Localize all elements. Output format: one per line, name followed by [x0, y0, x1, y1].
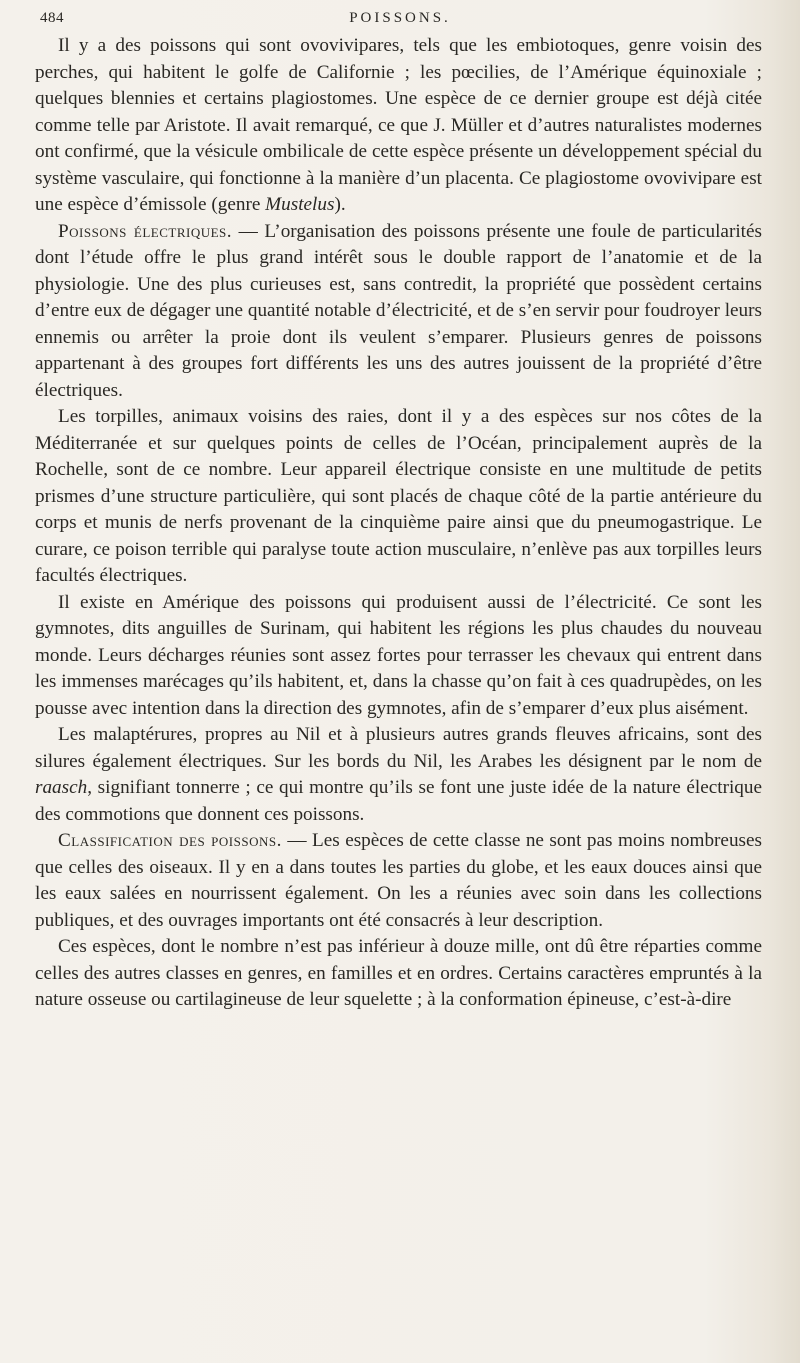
page-number: 484 — [40, 10, 64, 26]
paragraph-ovovivipares: Il y a des poissons qui sont ovovivipares, tels que les embiotoques, genre voisin des perches, qui habitent le golfe de Californie ; les pœcilies, de l’Amérique équinoxiale ; quelques blennies et certains plagiostomes. Une espèce de ce dernier groupe est déjà citée comme telle par Aristote. Il avait remarqué, ce que J. Müller et d’autres naturalistes modernes ont confirmé, que la vésicule ombilicale de cette espèce présente un développement spécial du système vasculaire, qui fonctionne à la manière d’un placenta. Ce plagiostome ovovivipare est une espèce d’émissole (genre Mustelus). — [35, 35, 762, 215]
running-head: POISSONS. — [349, 10, 451, 26]
arabic-term: raasch — [35, 777, 88, 798]
section-heading: Poissons électriques. — [58, 220, 233, 242]
paragraph-classification: Classification des poissons. — Les espèces de cette classe ne sont pas moins nombreuses que celles des oiseaux. Il y en a dans toutes les parties du globe, et les eaux douces ainsi que les eaux salées en nourrissent également. On les a réunies avec soin dans les collections publiques, et des ouvrages importants ont été consacrés à leur description. — [35, 830, 762, 931]
paragraph-electric-fish: Poissons électriques. — L’organisation des poissons présente une foule de particularités dont l’étude offre le plus grand intérêt sous le double rapport de l’anatomie et de la physiologie. Une des plus curieuses est, sans contredit, la propriété que possèdent certains d’entre eux de dégager une quantité notable d’électricité, et de s’en servir pour foudroyer leurs ennemis ou arrêter la proie dont ils veulent s’emparer. Plusieurs genres de poissons appartenant à des groupes fort différents les uns des autres jouissent de la propriété d’être électriques. — [35, 220, 762, 401]
paragraph-malapterures: Les malaptérures, propres au Nil et à plusieurs autres grands fleuves africains, sont des silures également électriques. Sur les bords du Nil, les Arabes les désignent par le nom de raasch, signifiant tonnerre ; ce qui montre qu’ils se font une juste idée de la nature électrique des commotions que donnent ces poissons. — [35, 724, 762, 825]
section-heading: Classification des poissons. — [58, 830, 282, 851]
genus-name: Mustelus — [265, 194, 335, 215]
page-header — [40, 6, 760, 32]
paragraph-species-count: Ces espèces, dont le nombre n’est pas inférieur à douze mille, ont dû être réparties comme celles des autres classes en genres, en familles et en ordres. Certains caractères empruntés à la nature osseuse ou cartilagineuse de leur squelette ; à la conformation épineuse, c’est-à-dire — [35, 936, 762, 1010]
paragraph-torpilles: Les torpilles, animaux voisins des raies, dont il y a des espèces sur nos côtes de la Méditerranée et sur quelques points de celles de l’Océan, principalement auprès de la Rochelle, sont de ce nombre. Leur appareil électrique consiste en une multitude de petits prismes d’une structure particulière, qui sont placés de chaque côté de la partie antérieure du corps et munis de nerfs provenant de la cinquième paire ainsi que du pneumogastrique. Le curare, ce poison terrible qui paralyse toute action musculaire, n’enlève pas aux torpilles leurs facultés électriques. — [35, 406, 762, 586]
paragraph-gymnotes: Il existe en Amérique des poissons qui produisent aussi de l’électricité. Ce sont les gymnotes, dits anguilles de Surinam, qui habitent les régions les plus chaudes du nouveau monde. Leurs décharges réunies sont assez fortes pour terrasser les chevaux qui entrent dans les immenses marécages qu’ils habitent, et, dans la chasse qu’on fait à ces quadrupèdes, on les pousse avec intention dans la direction des gymnotes, afin de s’emparer d’eux plus aisément. — [35, 591, 762, 719]
body-text — [35, 33, 762, 1014]
